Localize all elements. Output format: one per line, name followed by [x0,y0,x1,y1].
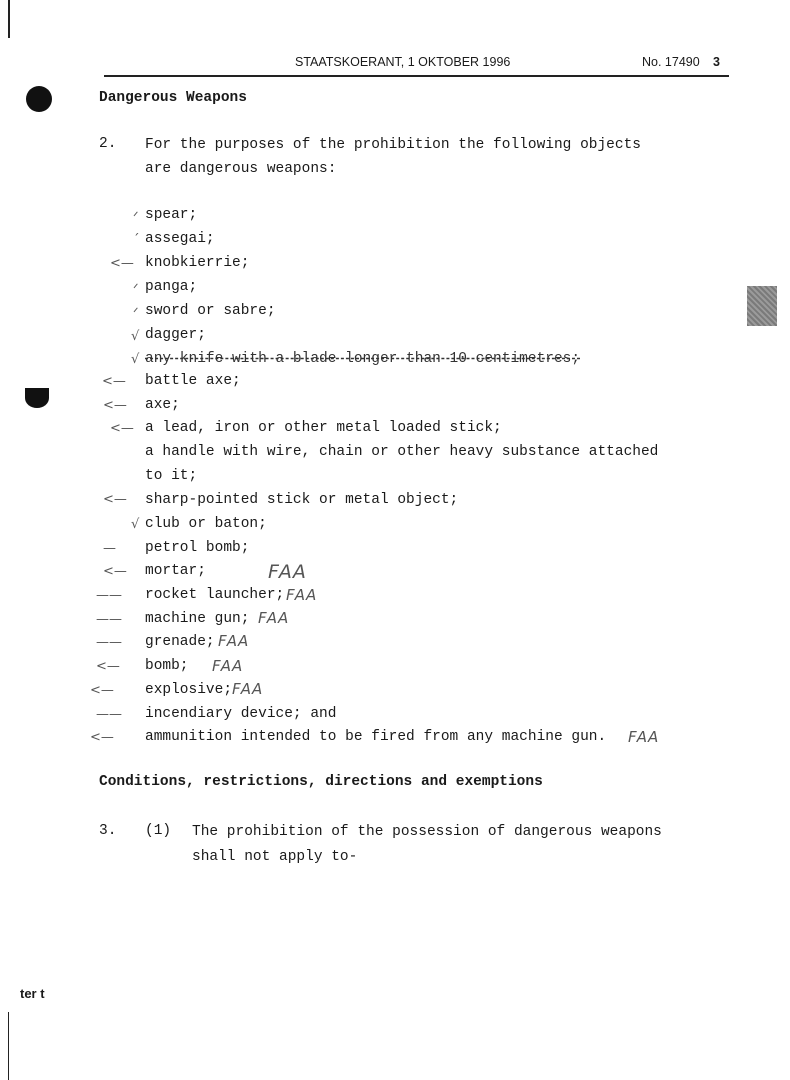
arrow-mark: <— [103,398,127,413]
dash-mark: —— [96,588,122,603]
page-header [0,55,790,75]
tick-mark: ᐟ [133,282,139,297]
faa-annotation: FAA [218,632,250,650]
list-item: knobkierrie; [145,255,250,271]
punch-hole-middle [25,388,49,408]
list-item: panga; [145,279,198,295]
arrow-mark: <— [110,421,134,436]
punch-hole-top [26,86,52,112]
list-item: dagger; [145,327,206,343]
list-item: sharp-pointed stick or metal object; [145,492,459,508]
list-item: assegai; [145,231,215,247]
tick-mark: √ [131,517,140,532]
subparagraph-number: (1) [145,823,172,839]
condition-line-1: The prohibition of the possession of dangerous weapons [192,824,662,840]
section-heading-conditions: Conditions, restrictions, directions and exemptions [99,774,543,790]
dash-mark: —— [96,707,122,722]
list-item: axe; [145,397,180,413]
list-item: spear; [145,207,198,223]
faa-annotation: FAA [258,609,290,627]
list-item: rocket launcher; [145,587,285,603]
binder-edge-line-top [8,0,10,38]
tick-mark: √ [131,352,140,367]
header-rule [104,75,729,77]
list-item: sword or sabre; [145,303,276,319]
faa-annotation: FAA [212,657,244,675]
tick-mark: √ [131,329,140,344]
list-item: grenade; [145,634,215,650]
list-item: a lead, iron or other metal loaded stick; [145,420,502,436]
faa-annotation: FAA [232,680,264,698]
list-item: machine gun; [145,611,250,627]
list-item: bomb; [145,658,189,674]
arrow-mark: <— [110,256,134,271]
margin-text: ter t [20,986,45,1001]
paragraph-number-3: 3. [99,823,117,839]
list-item: incendiary device; and [145,706,337,722]
tick-mark: ˊ [133,233,140,248]
dash-mark: — [103,541,116,556]
arrow-mark: <— [103,564,127,579]
arrow-mark: <— [90,683,114,698]
list-item: petrol bomb; [145,540,250,556]
faa-annotation: FAA [286,586,318,604]
intro-line-1: For the purposes of the prohibition the following objects [145,137,641,153]
faa-annotation: FAA [628,728,660,746]
publication-title: STAATSKOERANT, 1 OKTOBER 1996 [295,55,511,69]
page-number: 3 [713,55,720,69]
list-item: explosive; [145,682,233,698]
paragraph-number-2: 2. [99,136,117,152]
intro-line-2: are dangerous weapons: [145,161,337,177]
arrow-mark: <— [96,659,120,674]
list-item: ammunition intended to be fired from any machine gun. [145,729,607,745]
page-tab [747,286,777,326]
tick-mark: ᐟ [133,306,139,321]
arrow-mark: <— [103,492,127,507]
dash-mark: —— [96,635,122,650]
list-item: battle axe; [145,373,241,389]
faa-annotation: FAA [268,561,307,583]
list-item-struck: any knife with a blade longer than 10 centimetres; [145,351,581,367]
binder-edge-line-bottom [8,1012,9,1080]
tick-mark: ᐟ [133,210,139,225]
section-heading-dangerous-weapons: Dangerous Weapons [99,90,247,106]
list-item: club or baton; [145,516,267,532]
dash-mark: —— [96,612,122,627]
condition-line-2: shall not apply to- [192,849,358,865]
list-item: mortar; [145,563,206,579]
arrow-mark: <— [102,374,126,389]
arrow-mark: <— [90,730,114,745]
issue-number: No. 17490 [642,55,700,69]
list-item: a handle with wire, chain or other heavy substance attached [145,444,659,460]
list-item-continuation: to it; [145,468,198,484]
